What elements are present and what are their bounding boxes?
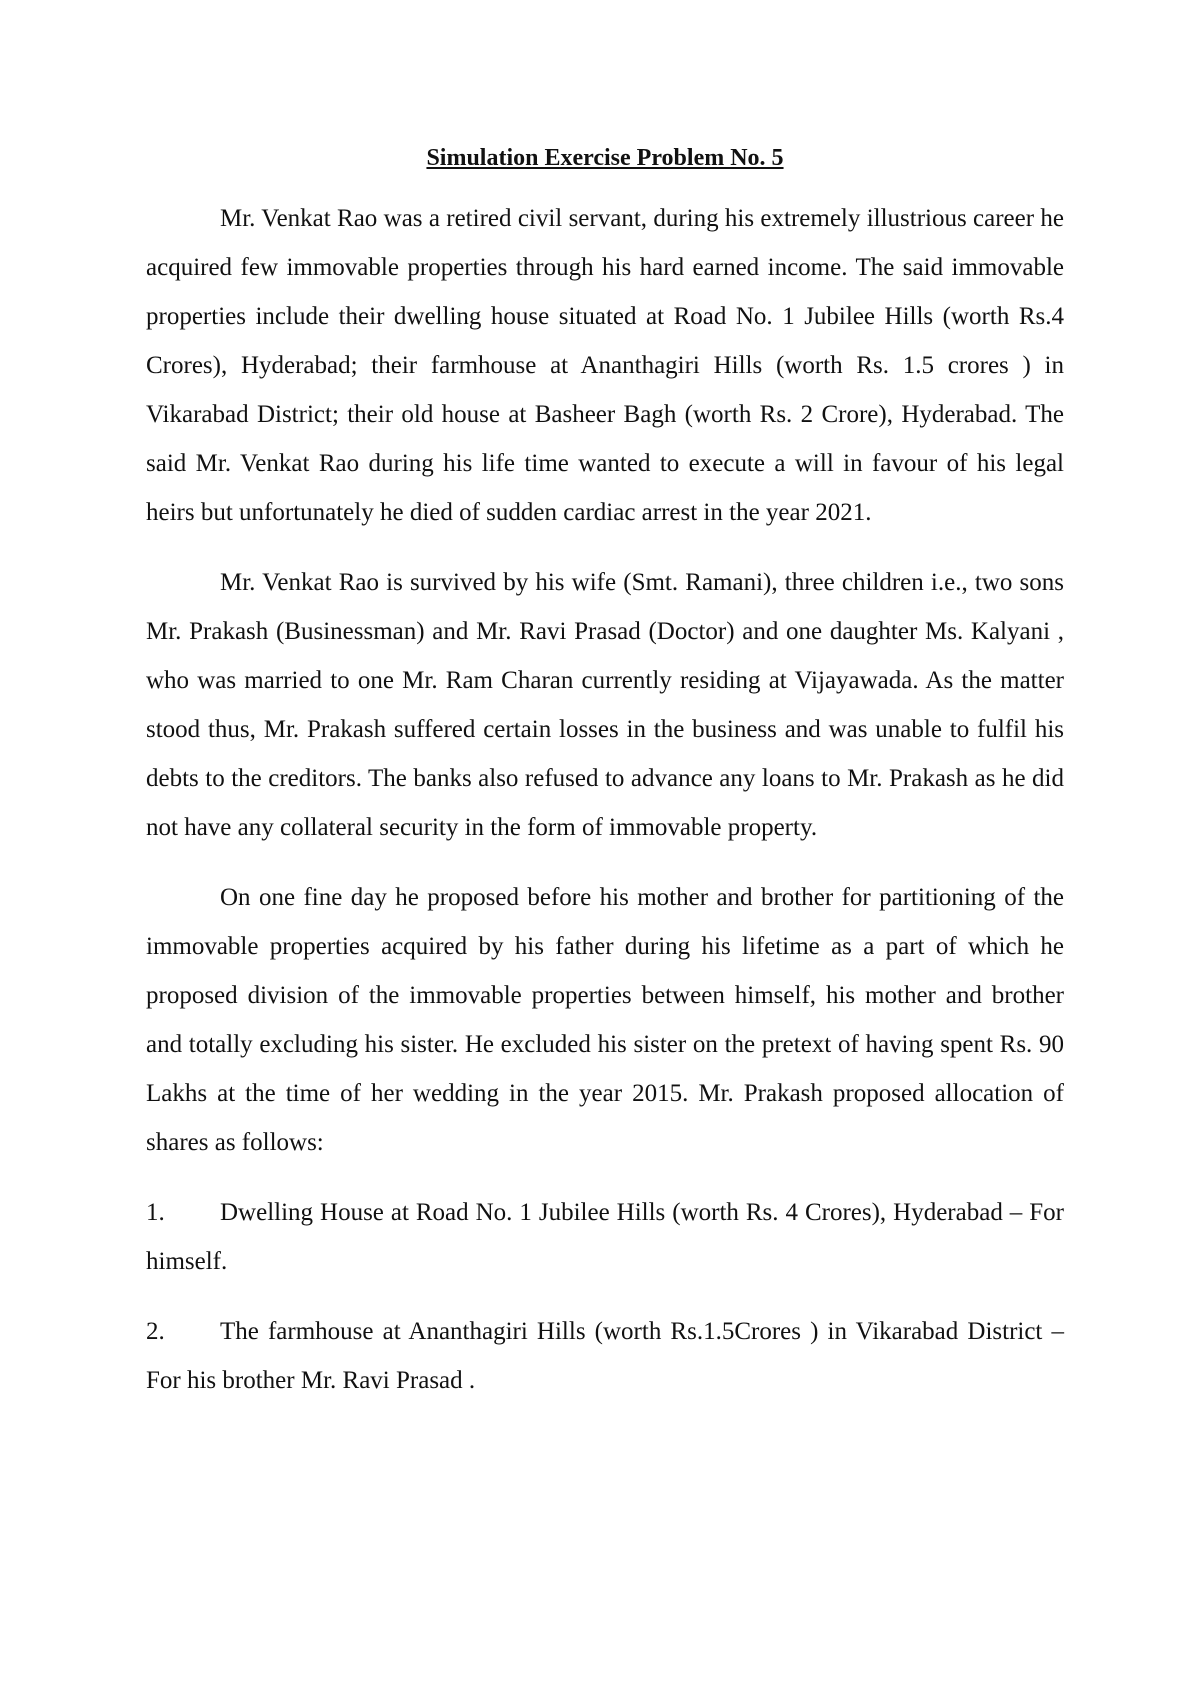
- list-item-number: 2.: [146, 1318, 165, 1345]
- document-page: [146, 142, 1064, 1426]
- list-item: [146, 1188, 1064, 1286]
- list-item-text: The farmhouse at Ananthagiri Hills (worth Rs.1.5Crores ) in Vikarabad District – For his brother Mr. Ravi Prasad .: [146, 1318, 1064, 1394]
- list-item-number: 1.: [146, 1199, 165, 1226]
- list-item: [146, 1307, 1064, 1405]
- paragraph-background: Mr. Venkat Rao was a retired civil servant, during his extremely illustrious career he acquired few immovable properties through his hard earned income. The said immovable properties include their dwelling house situated at Road No. 1 Jubilee Hills (worth Rs.4 Crores), Hyderabad; their farmhouse at Ananthagiri Hills (worth Rs. 1.5 crores ) in Vikarabad District; their old house at Basheer Bagh (worth Rs. 2 Crore), Hyderabad. The said Mr. Venkat Rao during his life time wanted to execute a will in favour of his legal heirs but unfortunately he died of sudden cardiac arrest in the year 2021.: [146, 205, 1064, 526]
- paragraph-heirs: Mr. Venkat Rao is survived by his wife (Smt. Ramani), three children i.e., two sons Mr. Prakash (Businessman) and Mr. Ravi Prasad (Doctor) and one daughter Ms. Kalyani , who was married to one Mr. Ram Charan currently residing at Vijayawada. As the matter stood thus, Mr. Prakash suffered certain losses in the business and was unable to fulfil his debts to the creditors. The banks also refused to advance any loans to Mr. Prakash as he did not have any collateral security in the form of immovable property.: [146, 569, 1064, 841]
- paragraph-proposal: On one fine day he proposed before his mother and brother for partitioning of the immovable properties acquired by his father during his lifetime as a part of which he proposed division of the immovable properties between himself, his mother and brother and totally excluding his sister. He excluded his sister on the pretext of having spent Rs. 90 Lakhs at the time of her wedding in the year 2015. Mr. Prakash proposed allocation of shares as follows:: [146, 884, 1064, 1156]
- list-item-text: Dwelling House at Road No. 1 Jubilee Hills (worth Rs. 4 Crores), Hyderabad – For himself.: [146, 1199, 1064, 1275]
- document-title: Simulation Exercise Problem No. 5: [426, 145, 784, 171]
